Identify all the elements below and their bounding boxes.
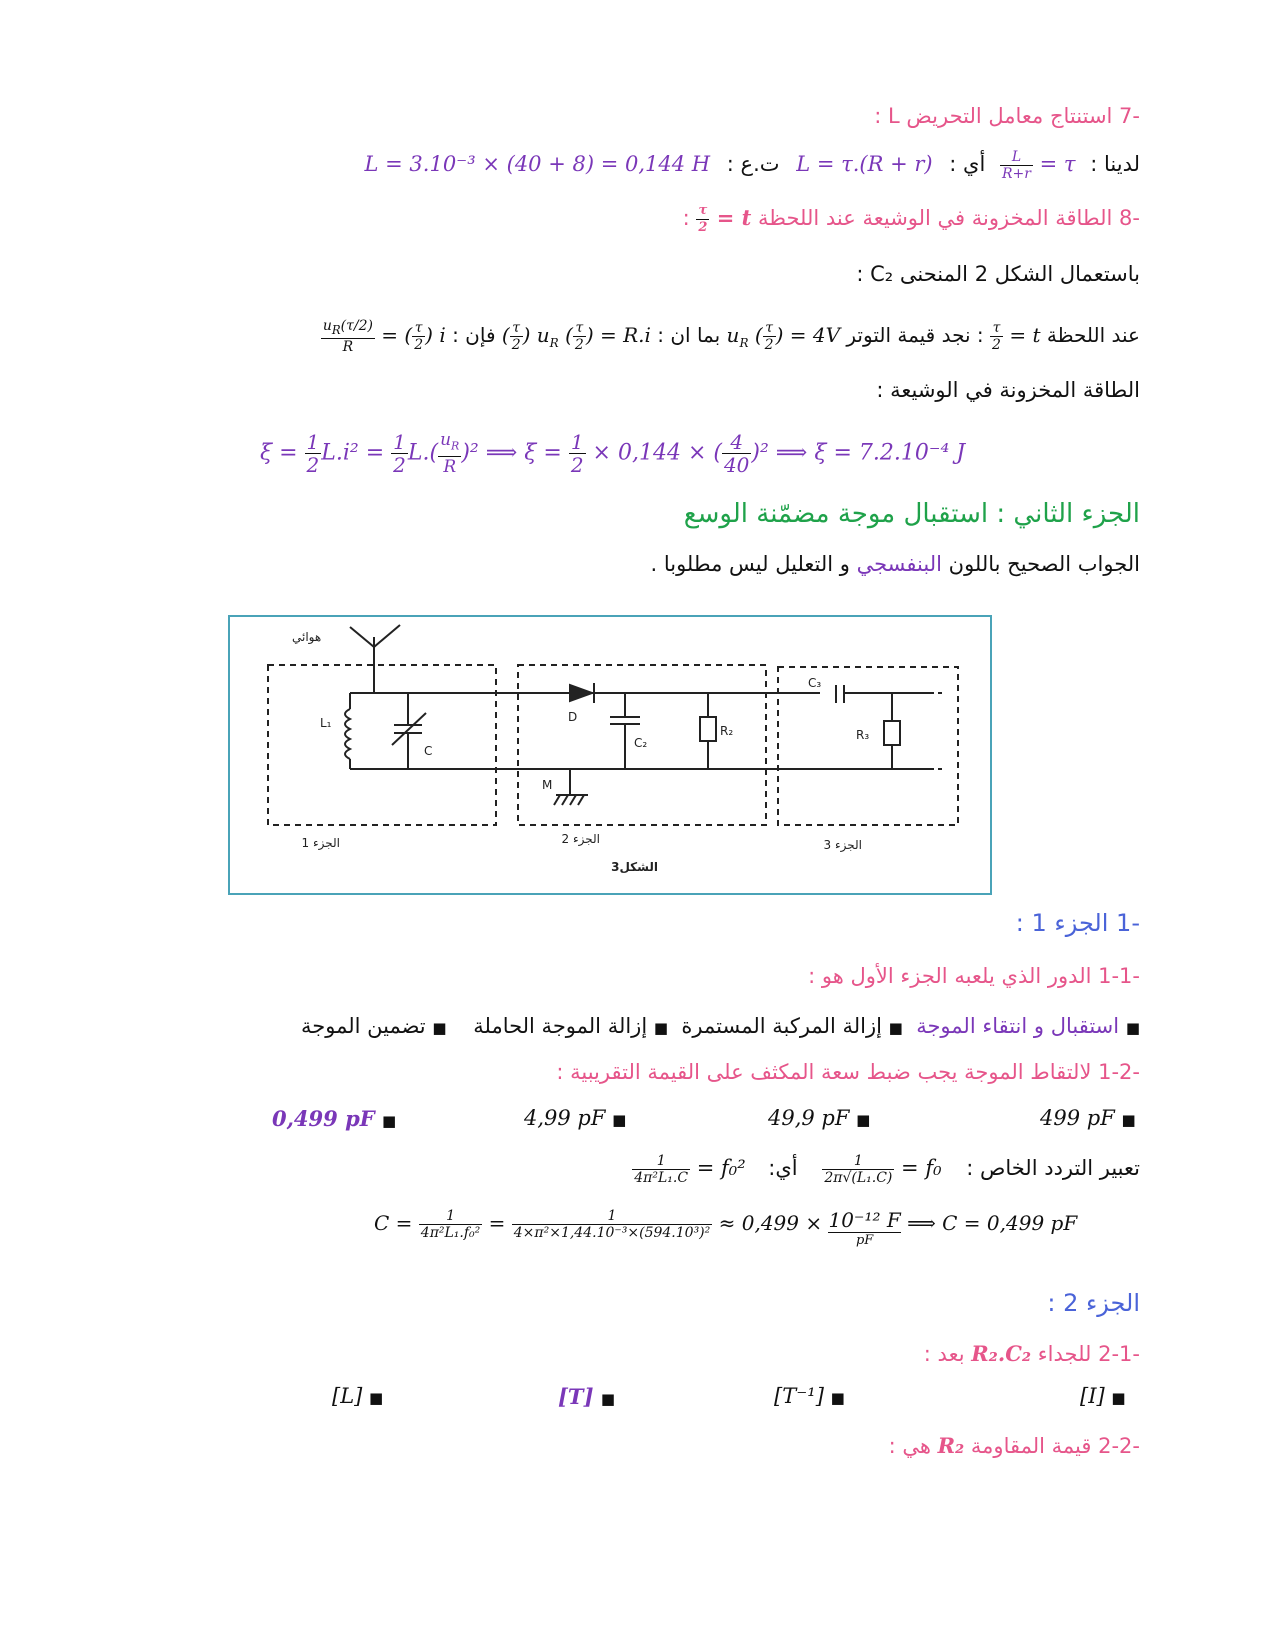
section8-heading: -8 الطاقة المخزونة في الوشيعة عند اللحظة t = $\frac{\tau}{2}$ :: [682, 203, 1140, 235]
q11-question: -1-1 الدور الذي يلعبه الجزء الأول هو :: [808, 964, 1140, 988]
section7-formula-line: لدينا : τ = $\frac{L}{R+r}$ أي : L = τ.(R + r) ت.ع : L = 3.10⁻³ × (40 + 8) = 0,144 H: [364, 149, 1140, 182]
part2-title: الجزء الثاني : استقبال موجة مضمّنة الوسع: [683, 499, 1140, 529]
section8-energy-label: الطاقة المخزونة في الوشيعة :: [876, 378, 1140, 402]
D-label: D: [568, 710, 578, 724]
q22-question: -2-2 قيمة المقاومة R₂ هي :: [888, 1433, 1140, 1458]
energy-formula: ξ = $\frac{1}{2}$ L.i² = $\frac{1}{2}$ L.( $\frac{u_R}{R}$ )² ⟹ ξ = $\frac{1}{2}$ × 0,144 × ( $\frac{4}{40}$ )² ⟹ ξ = 7.2.10⁻⁴ J: [260, 430, 966, 478]
q21-option-1[interactable]: [I] ■: [1080, 1384, 1126, 1408]
part3-label: الجزء 3: [823, 838, 862, 852]
section7-heading: -7 استنتاج معامل التحريض L :: [874, 104, 1140, 128]
q11-options: ■ استقبال و انتقاء الموجة ■ إزالة المركبة المستمرة ■ إزالة الموجة الحاملة ■ تضمين الموجة: [300, 1014, 1140, 1038]
q2-title: الجزء 2 :: [1047, 1289, 1140, 1317]
q21-option-2[interactable]: [T⁻¹] ■: [774, 1384, 845, 1408]
freq-line: تعبير التردد الخاص : f₀ = $\frac{1}{\text{2π√(L₁.C)}}$ أي: f₀² = $\frac{1}{\text{4π²L₁.C}}$: [634, 1153, 1140, 1186]
C3-label: C₃: [808, 676, 822, 690]
q11-option-2[interactable]: إزالة المركبة المستمرة: [681, 1014, 882, 1038]
figure-caption: الشكل3: [611, 860, 658, 874]
part1-label: الجزء 1: [301, 836, 340, 850]
q12-option-1[interactable]: 499 pF ■: [1040, 1106, 1136, 1130]
L1-label: L₁: [320, 716, 332, 730]
q12-option-2[interactable]: 49,9 pF ■: [768, 1106, 871, 1130]
M-label: M: [542, 778, 553, 792]
antenna-label: هوائي: [292, 630, 322, 644]
q21-option-3[interactable]: [T] ■: [558, 1384, 615, 1409]
q21-question: -2-1 للجداء R₂.C₂ بعد :: [923, 1341, 1140, 1366]
R2-label: R₂: [720, 724, 734, 738]
part3-box: [778, 667, 958, 825]
section8-use-fig: باستعمال الشكل 2 المنحنى C₂ :: [856, 262, 1140, 286]
part2-note: الجواب الصحيح باللون البنفسجي و التعليل ليس مطلوبا .: [650, 552, 1140, 576]
q12-option-4[interactable]: 0,499 pF ■: [272, 1106, 397, 1131]
q11-option-4[interactable]: تضمين الموجة: [300, 1014, 426, 1038]
capacitance-calc: C = $\frac{1}{\text{4π²L₁.f₀²}}$ = $\frac{1}{\text{4×π²×1,44.10⁻³×(594.10³)²}}$ ≈ 0,499 × 10⁻¹² F pF ⟹ C = 0,499 pF: [374, 1208, 1078, 1248]
circuit-diagram: [230, 617, 990, 893]
q21-option-4[interactable]: [L] ■: [332, 1384, 384, 1408]
q12-option-3[interactable]: 4,99 pF ■: [524, 1106, 627, 1130]
C-label: C: [424, 744, 433, 758]
part2-label: الجزء 2: [561, 832, 600, 846]
q1-title: -1 الجزء 1 :: [1015, 909, 1140, 937]
q11-option-1[interactable]: استقبال و انتقاء الموجة: [916, 1014, 1120, 1038]
part1-box: [268, 665, 496, 825]
section8-instant-line: عند اللحظة t = $\frac{\tau}{2}$ : نجد قيمة التوتر $u_R$ ( $\frac{\tau}{2}$ ) = 4V بما ان : $u_R$ ( $\frac{\tau}{2}$ ) = R.i ( $\frac{\tau}{2}$ ) فإن : i ( $\frac{\tau}{2}$ ) = $\frac{u_R(\tau/2)}{R}$: [322, 318, 1140, 355]
R3-label: R₃: [856, 728, 870, 742]
q12-question: -1-2 لالتقاط الموجة يجب ضبط سعة المكثف على القيمة التقريبية :: [556, 1060, 1140, 1084]
C2-label: C₂: [634, 736, 648, 750]
q11-option-3[interactable]: إزالة الموجة الحاملة: [473, 1014, 648, 1038]
circuit-figure: [228, 615, 992, 895]
